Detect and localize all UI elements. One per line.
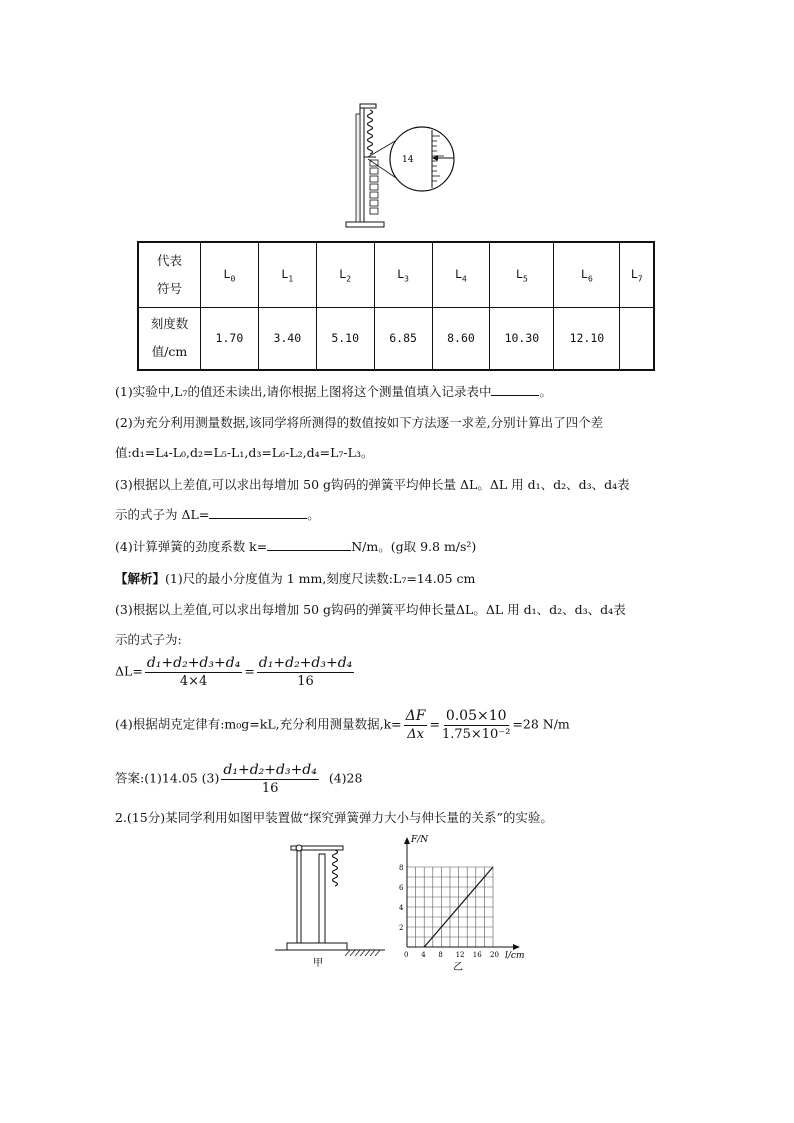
value-cell: 10.30 bbox=[490, 307, 554, 370]
question-2-line-2: 值:d₁=L₄-L₀,d₂=L₅-L₁,d₃=L₆-L₂,d₄=L₇-L₃。 bbox=[115, 445, 374, 460]
measurement-table bbox=[137, 241, 655, 371]
row-header-symbol: 代表 符号 bbox=[138, 242, 200, 307]
value-cell: 6.85 bbox=[374, 307, 432, 370]
value-cell: 12.10 bbox=[554, 307, 620, 370]
x-tick-label: 8 bbox=[438, 951, 443, 959]
row-header-value: 刻度数 值/cm bbox=[138, 307, 200, 370]
x-tick-label: 12 bbox=[455, 951, 465, 959]
figure-yi-label: 乙 bbox=[453, 962, 463, 972]
answer-line: 答案:(1)14.05 (3) $\frac{\text{d₁+d₂+d₃+d₄}}{16}$ (4)28 bbox=[115, 762, 363, 796]
question-4: (4)计算弹簧的劲度系数 k= N/m。(g取 9.8 m/s²) bbox=[115, 539, 477, 554]
x-tick-label: 0 bbox=[404, 951, 409, 959]
symbol-L1: $L_1$ bbox=[258, 242, 316, 307]
question-2-title: 2.(15分)某同学利用如图甲装置做“探究弹簧弹力大小与伸长量的关系”的实验。 bbox=[115, 810, 553, 825]
chart-axes bbox=[404, 837, 520, 950]
value-cell bbox=[620, 307, 654, 370]
analysis-tag: 【解析】 bbox=[115, 571, 166, 586]
y-tick-label: 8 bbox=[399, 864, 404, 872]
value-cell: 3.40 bbox=[258, 307, 316, 370]
question-3-line-2: 示的式子为 ΔL= 。 bbox=[115, 507, 320, 522]
value-cell: 1.70 bbox=[200, 307, 258, 370]
analysis-3-line-1: (3)根据以上差值,可以求出每增加 50 g钩码的弹簧平均伸长量ΔL。ΔL 用 d₁、d₂、d₃、d₄表 bbox=[115, 602, 626, 617]
x-tick-label: 20 bbox=[490, 951, 499, 959]
x-axis-arrow bbox=[513, 944, 520, 950]
y-axis-arrow bbox=[404, 837, 410, 844]
y-tick-label: 2 bbox=[399, 924, 404, 932]
x-tick-label: 16 bbox=[472, 951, 482, 959]
delta-l-formula: ΔL= $\frac{\text{d₁+d₂+d₃+d₄}}{4\times 4}$ = $\frac{\text{d₁+d₂+d₃+d₄}}{16}$ bbox=[115, 655, 353, 689]
question-2-line-1: (2)为充分利用测量数据,该同学将所测得的数值按如下方法逐一求差,分别计算出了四个差 bbox=[115, 415, 604, 430]
chart-grid bbox=[407, 867, 493, 947]
symbol-L3: $L_3$ bbox=[374, 242, 432, 307]
magnifier-label: 14 bbox=[402, 155, 414, 165]
value-cell: 8.60 bbox=[432, 307, 490, 370]
spring-apparatus-figure bbox=[340, 102, 460, 232]
question-1: (1)实验中,L₇的值还未读出,请你根据上图将这个测量值填入记录表中 。 bbox=[115, 384, 552, 399]
y-tick-label: 6 bbox=[399, 884, 404, 892]
analysis-4: (4)根据胡克定律有:m₀g=kL,充分利用测量数据,k= $\frac{\Delta F}{\Delta x}$ = $\frac{0.05\times 10}{\text{1.75×10⁻²}}$ =28 N/m bbox=[115, 708, 570, 742]
x-tick-label: 4 bbox=[421, 951, 426, 959]
chart-xlabel: l/cm bbox=[505, 951, 525, 961]
analysis-3-line-2: 示的式子为: bbox=[115, 632, 182, 647]
value-cell: 5.10 bbox=[316, 307, 374, 370]
question-3-line-1: (3)根据以上差值,可以求出每增加 50 g钩码的弹簧平均伸长量 ΔL。ΔL 用 d₁、d₂、d₃、d₄表 bbox=[115, 477, 630, 492]
y-tick-label: 4 bbox=[399, 904, 404, 912]
chart-ylabel: F/N bbox=[411, 835, 429, 845]
symbol-L7: $L_7$ bbox=[620, 242, 654, 307]
apparatus-jia-figure bbox=[275, 840, 385, 970]
figure-jia-label: 甲 bbox=[313, 958, 323, 969]
symbol-L6: $L_6$ bbox=[554, 242, 620, 307]
symbol-L5: $L_5$ bbox=[490, 242, 554, 307]
symbol-L4: $L_4$ bbox=[432, 242, 490, 307]
force-length-chart bbox=[395, 832, 535, 972]
symbol-L2: $L_2$ bbox=[316, 242, 374, 307]
symbol-L0: $L_0$ bbox=[200, 242, 258, 307]
analysis-1: 【解析】(1)尺的最小分度值为 1 mm,刻度尺读数:L₇=14.05 cm bbox=[115, 571, 476, 586]
